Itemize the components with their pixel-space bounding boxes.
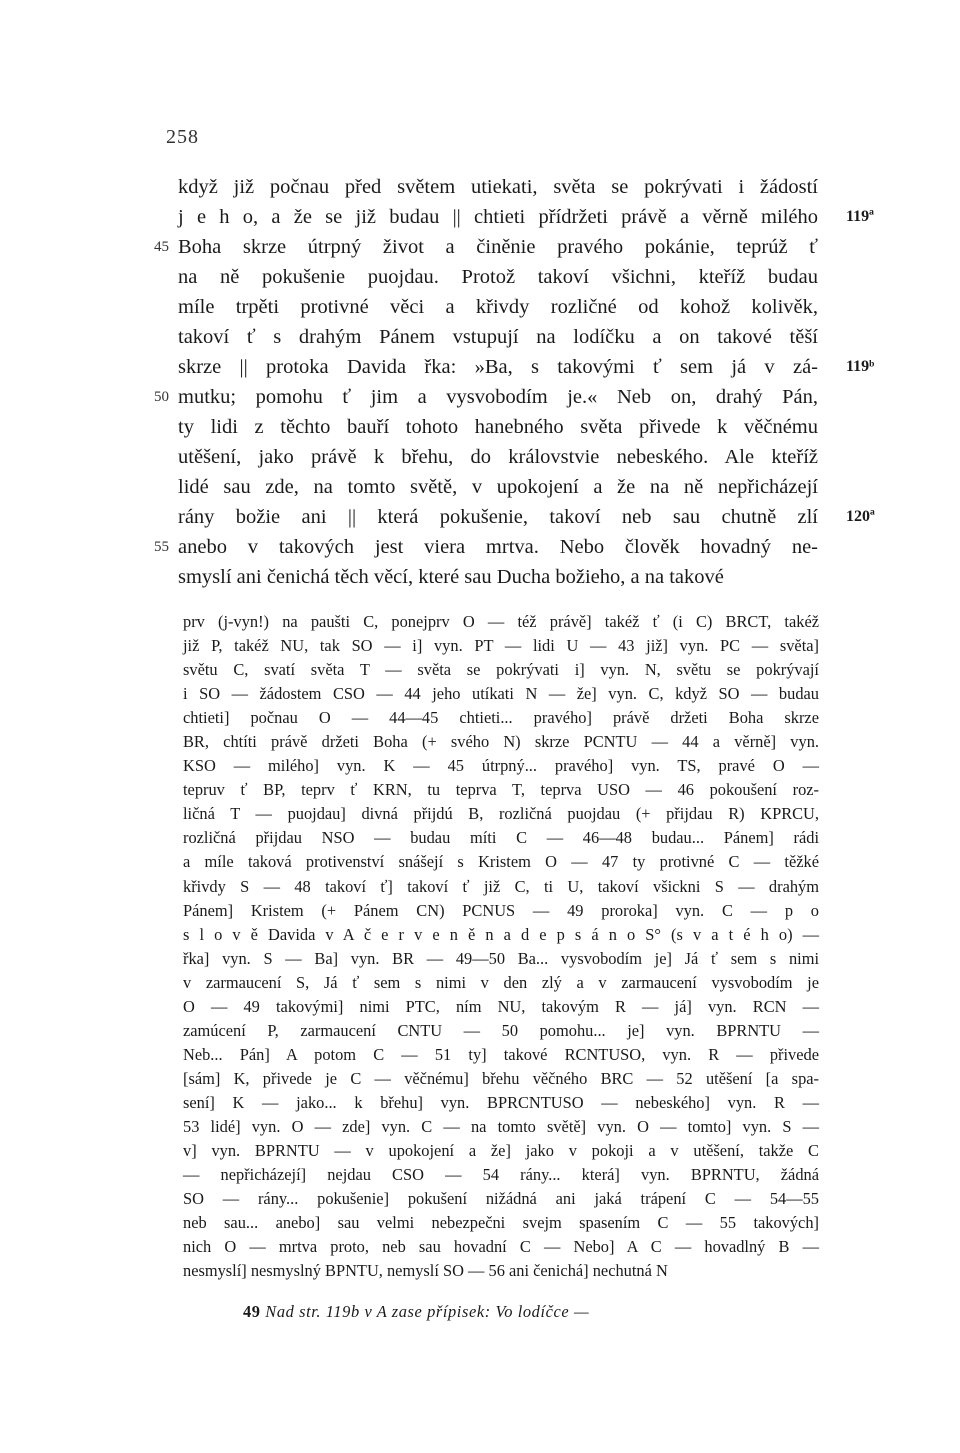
text-line-content: na ně pokušenie puojdau. Protož takoví všichni, kteříž budau bbox=[178, 266, 818, 288]
apparatus-line: řka] vyn. S — Ba] vyn. BR — 49—50 Ba... vysvobodím je] Já ť sem s nimi bbox=[183, 948, 819, 968]
text-line-content: utěšení, jako právě k břehu, do královstvie nebeského. Ale kteříž bbox=[178, 446, 818, 468]
apparatus-line: zamúcení P, zarmaucení CNTU — 50 pomohu... je] vyn. BPRNTU — bbox=[183, 1020, 819, 1040]
text-line bbox=[178, 412, 818, 442]
text-line-content: skrze || protoka Davida řka: »Ba, s takovými ť sem já v zá- bbox=[178, 356, 818, 378]
critical-apparatus bbox=[183, 610, 819, 1283]
apparatus-line: světu C, svatí světa T — světa se pokrývati i] vyn. N, světu se pokrývají bbox=[183, 660, 819, 680]
text-line-content: lidé sau zde, na tomto světě, v upokojení a že na ně nepřicházejí bbox=[178, 476, 818, 498]
apparatus-line: i SO — žádostem CSO — 44 jeho utíkati N — že] vyn. C, když SO — budau bbox=[183, 684, 819, 704]
text-line-content: anebo v takových jest viera mrtva. Nebo člověk hovadný ne- bbox=[178, 536, 818, 558]
apparatus-line: neb sau... anebo] sau velmi nebezpečni svejm spasením C — 55 takových] bbox=[183, 1213, 819, 1233]
text-line bbox=[178, 442, 818, 472]
apparatus-line: ličná T — puojdau] divná přijdú B, rozličná puojdau (+ přijdau R) KPRCU, bbox=[183, 804, 819, 824]
text-line bbox=[154, 232, 818, 262]
line-number: 55 bbox=[154, 539, 169, 555]
apparatus-line: SO — rány... pokušenie] pokušení nižádná ani jaká trápení C — 54—55 bbox=[183, 1189, 819, 1209]
apparatus-line: nich O — mrtva proto, neb sau hovadní C — Nebo] A C — hovadlný B — bbox=[183, 1237, 819, 1257]
apparatus-line: prv (j-vyn!) na paušti C, ponejprv O — též právě] takéž ť (i C) BRCT, takéž bbox=[183, 612, 819, 631]
text-line bbox=[178, 292, 818, 322]
text-line-content: když již počnau před světem utiekati, světa se pokrývati i žádostí bbox=[178, 176, 818, 198]
text-line-content: míle trpěti protivné věci a křivdy rozličné od kohož kolivěk, bbox=[178, 296, 818, 318]
text-line-content: ty lidi z těchto bauří tohoto hanebného světa přivede k věčnému bbox=[178, 416, 818, 438]
apparatus-line: Pánem] Kristem (+ Pánem CN) PCNUS — 49 proroka] vyn. C — p o bbox=[183, 900, 819, 920]
text-line bbox=[154, 382, 818, 412]
text-line bbox=[178, 262, 818, 292]
apparatus-line: chtieti] počnau O — 44—45 chtieti... pravého] právě držeti Boha skrze bbox=[183, 708, 819, 728]
text-line bbox=[178, 322, 818, 352]
text-line bbox=[178, 352, 875, 382]
text-line bbox=[154, 532, 818, 562]
apparatus-line: [sám] K, přivede je C — věčnému] břehu věčného BRC — 52 utěšení [a spa- bbox=[183, 1068, 819, 1088]
apparatus-line: Neb... Pán] A potom C — 51 ty] takové RCNTUSO, vyn. R — přivede bbox=[183, 1044, 819, 1064]
footnote bbox=[243, 1302, 589, 1322]
apparatus-line: sení] K — jako... k břehu] vyn. BPRCNTUSO — nebeského] vyn. R — bbox=[183, 1092, 819, 1112]
footnote-text: Nad str. 119b v A zase přípisek: Vo lodíčce — bbox=[265, 1302, 590, 1321]
text-line-content: takoví ť s drahým Pánem vstupují na lodíčku a on takové těší bbox=[178, 326, 818, 348]
apparatus-line: KSO — milého] vyn. K — 45 útrpný... pravého] vyn. TS, pravé O — bbox=[183, 756, 819, 776]
apparatus-line: již P, takéž NU, tak SO — i] vyn. PT — lidi U — 43 již] vyn. PC — světa] bbox=[183, 636, 819, 656]
apparatus-line: s l o v ě Davida v A č e r v e n ě n a d e p s á n o S° (s v a t é h o) — bbox=[183, 924, 819, 944]
folio-marker: 119ª bbox=[846, 208, 874, 225]
apparatus-line: rozličná přijdau NSO — budau míti C — 46—48 budau... Pánem] rádi bbox=[183, 828, 819, 848]
apparatus-line: a míle taková protivenství snášejí s Kristem O — 47 ty protivné C — těžké bbox=[183, 852, 819, 872]
main-text bbox=[154, 172, 875, 592]
folio-marker: 119ᵇ bbox=[846, 358, 875, 375]
apparatus-line: nesmyslí] nesmyslný BPNTU, nemyslí SO — 56 ani čenichá] nechutná N bbox=[183, 1261, 668, 1281]
text-line bbox=[178, 172, 818, 202]
apparatus-line: tepruv ť BP, teprv ť KRN, tu teprva T, teprva USO — 46 pokoušení roz- bbox=[183, 780, 819, 800]
apparatus-line: O — 49 takovými] nimi PTC, ním NU, takovým R — já] vyn. RCN — bbox=[183, 996, 819, 1016]
apparatus-line: v] vyn. BPRNTU — v upokojení a že] jako v pokoji a v utěšení, takže C bbox=[183, 1141, 819, 1161]
apparatus-line: křivdy S — 48 takoví ť] takoví ť již C, ti U, takoví všickni S — drahým bbox=[183, 876, 819, 896]
apparatus-line: BR, chtíti právě držeti Boha (+ svého N) skrze PCNTU — 44 a věrně] vyn. bbox=[183, 732, 819, 752]
text-line-content: smyslí ani čenichá těch věcí, které sau Ducha božieho, a na takové bbox=[178, 566, 724, 588]
page-number: 258 bbox=[166, 126, 199, 148]
apparatus-line: 53 lidé] vyn. O — zde] vyn. C — na tomto světě] vyn. O — tomto] vyn. S — bbox=[183, 1116, 819, 1136]
text-line bbox=[178, 202, 874, 232]
apparatus-line: — nepřicházejí] nejdau CSO — 54 rány... která] vyn. BPRNTU, žádná bbox=[183, 1165, 819, 1185]
line-number: 50 bbox=[154, 389, 169, 405]
apparatus-line: v zarmaucení S, Já ť sem s nimi v den zlý a v zarmaucení vysvobodím je bbox=[183, 972, 819, 992]
text-line-content: mutku; pomohu ť jim a vysvobodím je.« Neb on, drahý Pán, bbox=[178, 386, 818, 408]
text-line-content: rány božie ani || která pokušenie, takoví neb sau chutně zlí bbox=[178, 506, 818, 528]
line-number: 45 bbox=[154, 239, 169, 255]
text-line-content: Boha skrze útrpný život a činěnie pravého pokánie, teprúž ť bbox=[178, 236, 818, 258]
text-line-content: j e h o, a že se již budau || chtieti přídržeti právě a věrně milého bbox=[178, 206, 818, 228]
folio-marker: 120ª bbox=[846, 508, 875, 525]
text-line bbox=[178, 562, 818, 592]
footnote-number: 49 bbox=[243, 1302, 261, 1321]
text-line bbox=[178, 502, 875, 532]
text-line bbox=[178, 472, 818, 502]
